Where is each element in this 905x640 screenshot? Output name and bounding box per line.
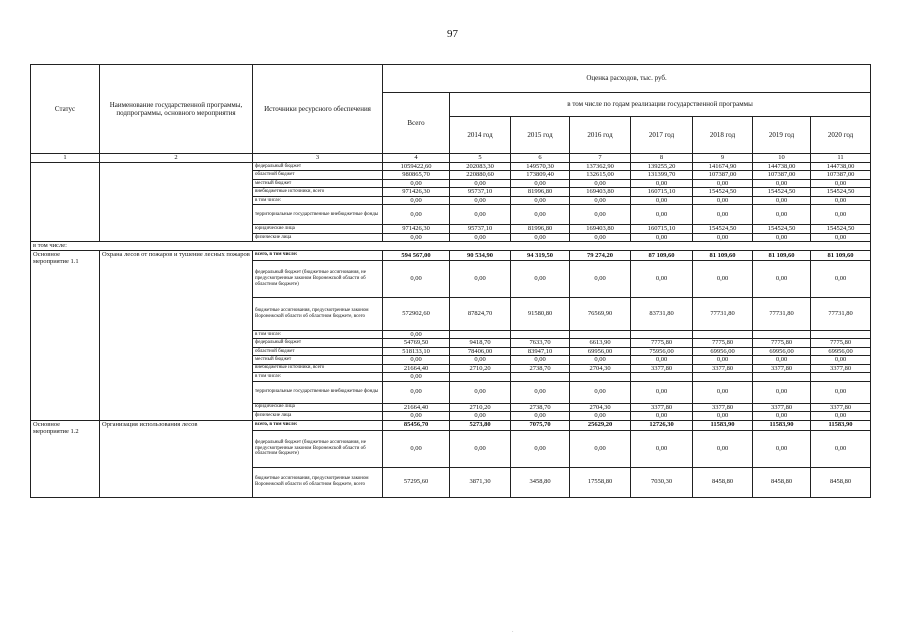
year-value-cell: 0,00: [693, 233, 753, 241]
year-value-cell: 0,00: [693, 196, 753, 204]
page-number: 97: [447, 28, 458, 40]
source-cell: юридические лица: [253, 403, 383, 411]
year-value-cell: 91580,80: [511, 297, 570, 330]
year-value-cell: 154524,50: [811, 188, 871, 196]
year-value-cell: 132615,00: [570, 171, 631, 179]
source-cell: территориальные государственные внебюджетные фонды: [253, 381, 383, 403]
source-cell: бюджетные ассигнования, предусмотренные законом Воронежской области об областном бюджете, всего: [253, 467, 383, 497]
year-value-cell: 77731,80: [693, 297, 753, 330]
source-cell: федеральный бюджет (бюджетные ассигнования, не предусмотренные законом Воронежской области об областном бюджете): [253, 430, 383, 467]
year-value-cell: 3377,80: [693, 403, 753, 411]
header-year: 2018 год: [693, 117, 753, 154]
year-value-cell: 0,00: [753, 356, 811, 364]
source-cell: физические лица: [253, 233, 383, 241]
year-value-cell: 0,00: [631, 233, 693, 241]
year-value-cell: 131399,70: [631, 171, 693, 179]
year-value-cell: 0,00: [450, 430, 511, 467]
source-cell: федеральный бюджет: [253, 339, 383, 347]
source-cell: областной бюджет: [253, 171, 383, 179]
year-value-cell: 7775,80: [693, 339, 753, 347]
year-value-cell: 0,00: [631, 412, 693, 420]
col-index: 10: [753, 154, 811, 163]
year-value-cell: [570, 373, 631, 381]
source-cell: федеральный бюджет: [253, 163, 383, 171]
year-value-cell: 2738,70: [511, 403, 570, 411]
year-value-cell: 220880,60: [450, 171, 511, 179]
year-value-cell: 0,00: [570, 196, 631, 204]
year-value-cell: 141674,90: [693, 163, 753, 171]
year-value-cell: 0,00: [570, 412, 631, 420]
year-value-cell: 0,00: [693, 260, 753, 297]
header-by-years: в том числе по годам реализации государственной программы: [450, 93, 871, 117]
year-value-cell: 0,00: [811, 356, 871, 364]
year-value-cell: [570, 330, 631, 338]
source-cell: в том числе:: [253, 196, 383, 204]
year-value-cell: 0,00: [631, 430, 693, 467]
year-value-cell: 0,00: [631, 196, 693, 204]
source-cell: местный бюджет: [253, 179, 383, 187]
year-value-cell: 0,00: [511, 233, 570, 241]
year-value-cell: 0,00: [753, 260, 811, 297]
col-index: 4: [383, 154, 450, 163]
year-value-cell: 3458,80: [511, 467, 570, 497]
year-value-cell: [753, 330, 811, 338]
col-index: 5: [450, 154, 511, 163]
source-cell: бюджетные ассигнования, предусмотренные законом Воронежской области об областном бюджете, всего: [253, 297, 383, 330]
year-value-cell: 0,00: [753, 412, 811, 420]
total-cell: 971426,30: [383, 225, 450, 233]
budget-table: [30, 64, 871, 498]
year-value-cell: 0,00: [811, 260, 871, 297]
total-cell: 572902,60: [383, 297, 450, 330]
year-value-cell: 0,00: [811, 381, 871, 403]
total-cell: 85456,70: [383, 420, 450, 430]
year-value-cell: 160715,10: [631, 225, 693, 233]
year-value-cell: 0,00: [753, 205, 811, 225]
year-value-cell: 0,00: [693, 381, 753, 403]
year-value-cell: 2710,20: [450, 403, 511, 411]
year-value-cell: 3377,80: [811, 364, 871, 372]
total-cell: 594 567,00: [383, 250, 450, 260]
year-value-cell: 81996,80: [511, 225, 570, 233]
year-value-cell: 69956,00: [753, 347, 811, 355]
column-index-row: [31, 154, 871, 163]
col-index: 11: [811, 154, 871, 163]
total-cell: 0,00: [383, 356, 450, 364]
year-value-cell: [811, 330, 871, 338]
year-value-cell: 0,00: [450, 356, 511, 364]
source-cell: в том числе:: [253, 330, 383, 338]
year-value-cell: 2710,20: [450, 364, 511, 372]
year-value-cell: 144738,00: [811, 163, 871, 171]
header-name: Наименование государственной программы, подпрограммы, основного мероприятия: [100, 65, 253, 154]
year-value-cell: 0,00: [693, 430, 753, 467]
year-value-cell: 7775,80: [753, 339, 811, 347]
total-cell: 21664,40: [383, 403, 450, 411]
year-value-cell: 202083,30: [450, 163, 511, 171]
year-value-cell: [693, 373, 753, 381]
year-value-cell: 0,00: [753, 179, 811, 187]
year-value-cell: 154524,50: [693, 225, 753, 233]
year-value-cell: [450, 330, 511, 338]
table-row: [31, 420, 871, 430]
year-value-cell: 8458,80: [811, 467, 871, 497]
header-status: Статус: [31, 65, 100, 154]
program-name: [100, 163, 253, 242]
source-cell: областной бюджет: [253, 347, 383, 355]
year-value-cell: 0,00: [693, 205, 753, 225]
total-cell: 0,00: [383, 381, 450, 403]
year-value-cell: 94 319,50: [511, 250, 570, 260]
year-value-cell: [631, 330, 693, 338]
year-value-cell: 77731,80: [811, 297, 871, 330]
year-value-cell: 0,00: [450, 381, 511, 403]
year-value-cell: 0,00: [631, 179, 693, 187]
year-value-cell: 2704,30: [570, 403, 631, 411]
source-cell: юридические лица: [253, 225, 383, 233]
header-total: Всего: [383, 93, 450, 154]
year-value-cell: 8458,80: [753, 467, 811, 497]
total-cell: 21664,40: [383, 364, 450, 372]
year-value-cell: 0,00: [753, 430, 811, 467]
header-year: 2020 год: [811, 117, 871, 154]
year-value-cell: 0,00: [811, 179, 871, 187]
year-value-cell: 0,00: [450, 196, 511, 204]
year-value-cell: 90 534,90: [450, 250, 511, 260]
header-year: 2014 год: [450, 117, 511, 154]
year-value-cell: 5273,80: [450, 420, 511, 430]
table-row: [31, 250, 871, 260]
year-value-cell: 0,00: [511, 260, 570, 297]
year-value-cell: 0,00: [811, 233, 871, 241]
year-value-cell: 169403,80: [570, 188, 631, 196]
header-cost-estimate: Оценка расходов, тыс. руб.: [383, 65, 871, 93]
year-value-cell: 0,00: [811, 205, 871, 225]
year-value-cell: 7633,70: [511, 339, 570, 347]
total-cell: 0,00: [383, 196, 450, 204]
year-value-cell: 3377,80: [693, 364, 753, 372]
source-cell: федеральный бюджет (бюджетные ассигнования, не предусмотренные законом Воронежской области об областном бюджете): [253, 260, 383, 297]
year-value-cell: 169403,80: [570, 225, 631, 233]
col-index: 9: [693, 154, 753, 163]
year-value-cell: 9418,70: [450, 339, 511, 347]
year-value-cell: 81996,80: [511, 188, 570, 196]
year-value-cell: 0,00: [511, 430, 570, 467]
year-value-cell: 0,00: [570, 356, 631, 364]
total-cell: 971426,30: [383, 188, 450, 196]
total-cell: 1059422,60: [383, 163, 450, 171]
year-value-cell: 3377,80: [753, 403, 811, 411]
year-value-cell: 76569,90: [570, 297, 631, 330]
year-value-cell: 0,00: [450, 205, 511, 225]
total-cell: 0,00: [383, 205, 450, 225]
year-value-cell: 83947,10: [511, 347, 570, 355]
year-value-cell: 87824,70: [450, 297, 511, 330]
year-value-cell: 0,00: [811, 430, 871, 467]
header-year: 2015 год: [511, 117, 570, 154]
year-value-cell: 87 109,60: [631, 250, 693, 260]
year-value-cell: [511, 330, 570, 338]
col-index: 7: [570, 154, 631, 163]
header-year: 2016 год: [570, 117, 631, 154]
year-value-cell: 11583,90: [753, 420, 811, 430]
year-value-cell: 144738,00: [753, 163, 811, 171]
year-value-cell: 83731,80: [631, 297, 693, 330]
year-value-cell: 95737,10: [450, 225, 511, 233]
year-value-cell: 0,00: [631, 260, 693, 297]
year-value-cell: 0,00: [511, 179, 570, 187]
year-value-cell: 0,00: [811, 412, 871, 420]
col-index: 3: [253, 154, 383, 163]
year-value-cell: 79 274,20: [570, 250, 631, 260]
year-value-cell: 0,00: [511, 205, 570, 225]
total-cell: 0,00: [383, 179, 450, 187]
header-sources: Источники ресурсного обеспечения: [253, 65, 383, 154]
total-cell: 0,00: [383, 412, 450, 420]
year-value-cell: 0,00: [753, 233, 811, 241]
source-cell: внебюджетные источники, всего: [253, 188, 383, 196]
year-value-cell: 6613,90: [570, 339, 631, 347]
header-year: 2017 год: [631, 117, 693, 154]
scan-mark: .: [512, 628, 514, 634]
year-value-cell: [450, 373, 511, 381]
year-value-cell: 0,00: [511, 412, 570, 420]
year-value-cell: 81 109,60: [811, 250, 871, 260]
year-value-cell: 0,00: [570, 179, 631, 187]
year-value-cell: 0,00: [693, 179, 753, 187]
year-value-cell: 0,00: [511, 196, 570, 204]
col-index: 1: [31, 154, 100, 163]
year-value-cell: 0,00: [753, 381, 811, 403]
year-value-cell: 160715,10: [631, 188, 693, 196]
year-value-cell: 81 109,60: [753, 250, 811, 260]
col-index: 8: [631, 154, 693, 163]
year-value-cell: 173809,40: [511, 171, 570, 179]
year-value-cell: [511, 373, 570, 381]
year-value-cell: [753, 373, 811, 381]
source-cell: внебюджетные источники, всего: [253, 364, 383, 372]
year-value-cell: 17558,80: [570, 467, 631, 497]
year-value-cell: 154524,50: [753, 225, 811, 233]
year-value-cell: 69956,00: [570, 347, 631, 355]
year-value-cell: 11583,90: [693, 420, 753, 430]
year-value-cell: 2704,30: [570, 364, 631, 372]
year-value-cell: 3377,80: [631, 403, 693, 411]
year-value-cell: 149570,30: [511, 163, 570, 171]
year-value-cell: 0,00: [693, 356, 753, 364]
year-value-cell: [631, 373, 693, 381]
year-value-cell: 95737,10: [450, 188, 511, 196]
source-cell: местный бюджет: [253, 356, 383, 364]
year-value-cell: 154524,50: [693, 188, 753, 196]
year-value-cell: 7030,30: [631, 467, 693, 497]
year-value-cell: 3377,80: [753, 364, 811, 372]
total-cell: 518133,10: [383, 347, 450, 355]
year-value-cell: 7775,80: [631, 339, 693, 347]
total-cell: 980865,70: [383, 171, 450, 179]
total-cell: 0,00: [383, 330, 450, 338]
year-value-cell: 11583,90: [811, 420, 871, 430]
header-year: 2019 год: [753, 117, 811, 154]
year-value-cell: 77731,80: [753, 297, 811, 330]
year-value-cell: 107387,00: [753, 171, 811, 179]
year-value-cell: 78406,00: [450, 347, 511, 355]
year-value-cell: 0,00: [570, 205, 631, 225]
year-value-cell: 0,00: [511, 356, 570, 364]
year-value-cell: 69956,00: [811, 347, 871, 355]
total-cell: 0,00: [383, 233, 450, 241]
year-value-cell: 0,00: [450, 412, 511, 420]
source-cell: всего, в том числе:: [253, 250, 383, 260]
year-value-cell: 12726,30: [631, 420, 693, 430]
total-cell: 57295,60: [383, 467, 450, 497]
year-value-cell: 69956,00: [693, 347, 753, 355]
year-value-cell: 8458,80: [693, 467, 753, 497]
total-cell: 0,00: [383, 430, 450, 467]
year-value-cell: 0,00: [753, 196, 811, 204]
year-value-cell: 107387,00: [811, 171, 871, 179]
year-value-cell: 75956,00: [631, 347, 693, 355]
year-value-cell: 154524,50: [753, 188, 811, 196]
col-index: 2: [100, 154, 253, 163]
year-value-cell: 0,00: [631, 381, 693, 403]
source-cell: в том числе:: [253, 373, 383, 381]
total-cell: 54769,50: [383, 339, 450, 347]
year-value-cell: 7775,80: [811, 339, 871, 347]
year-value-cell: 137362,90: [570, 163, 631, 171]
year-value-cell: [693, 330, 753, 338]
year-value-cell: 154524,50: [811, 225, 871, 233]
year-value-cell: 3377,80: [811, 403, 871, 411]
year-value-cell: 0,00: [811, 196, 871, 204]
year-value-cell: 0,00: [450, 260, 511, 297]
year-value-cell: 0,00: [570, 381, 631, 403]
year-value-cell: 25629,20: [570, 420, 631, 430]
year-value-cell: 0,00: [570, 233, 631, 241]
year-value-cell: 107387,00: [693, 171, 753, 179]
year-value-cell: 0,00: [631, 356, 693, 364]
year-value-cell: 0,00: [631, 205, 693, 225]
col-index: 6: [511, 154, 570, 163]
year-value-cell: 0,00: [450, 179, 511, 187]
measure-1-name: Охрана лесов от пожаров и тушение лесных пожаров: [100, 250, 253, 420]
year-value-cell: 0,00: [570, 260, 631, 297]
program-status: [31, 163, 100, 242]
year-value-cell: 139255,20: [631, 163, 693, 171]
including-label: в том числе:: [31, 242, 871, 250]
source-cell: территориальные государственные внебюджетные фонды: [253, 205, 383, 225]
year-value-cell: 0,00: [570, 430, 631, 467]
year-value-cell: 0,00: [693, 412, 753, 420]
measure-1-status: Основное мероприятие 1.1: [31, 250, 100, 420]
year-value-cell: 0,00: [511, 381, 570, 403]
year-value-cell: 3871,30: [450, 467, 511, 497]
year-value-cell: 81 109,60: [693, 250, 753, 260]
year-value-cell: 2738,70: [511, 364, 570, 372]
table-row: [31, 163, 871, 171]
source-cell: физические лица: [253, 412, 383, 420]
year-value-cell: 7075,70: [511, 420, 570, 430]
year-value-cell: 3377,80: [631, 364, 693, 372]
measure-2-name: Организация использования лесов: [100, 420, 253, 497]
measure-2-status: Основное мероприятие 1.2: [31, 420, 100, 497]
including-row: [31, 242, 871, 250]
year-value-cell: [811, 373, 871, 381]
year-value-cell: 0,00: [450, 233, 511, 241]
source-cell: всего, в том числе:: [253, 420, 383, 430]
total-cell: 0,00: [383, 260, 450, 297]
total-cell: 0,00: [383, 373, 450, 381]
